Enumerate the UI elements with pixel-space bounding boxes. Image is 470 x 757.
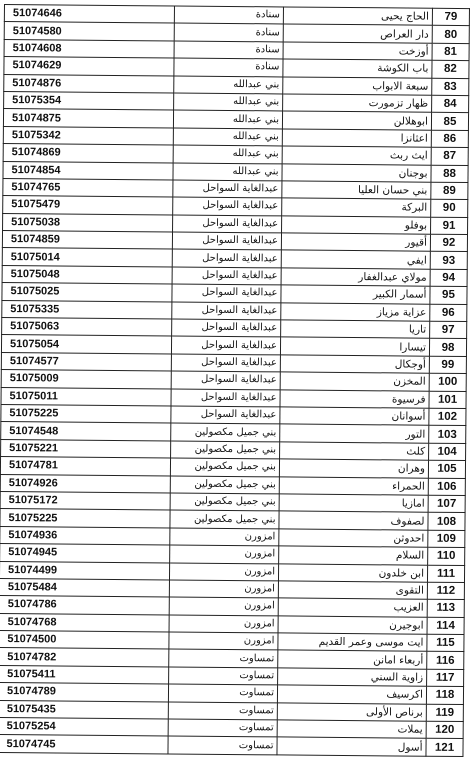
number-cell: 104 — [429, 443, 466, 461]
number-cell: 107 — [428, 495, 465, 513]
code-cell: 51075025 — [2, 283, 172, 302]
commune-cell: عبدالغاية السواحل — [171, 389, 280, 407]
schools-table — [0, 4, 470, 757]
code-cell: 51075063 — [2, 318, 172, 337]
code-cell: 51075342 — [3, 126, 173, 145]
name-cell: فرسيوة — [280, 390, 429, 409]
name-cell: العزيب — [278, 598, 427, 617]
number-cell: 120 — [426, 721, 463, 739]
number-cell: 113 — [427, 599, 464, 617]
code-cell: 51074745 — [0, 735, 168, 754]
code-cell: 51074875 — [3, 109, 173, 128]
document-page — [0, 4, 459, 757]
commune-cell: تمساوت — [168, 702, 277, 720]
number-cell: 115 — [427, 634, 464, 652]
code-cell: 51075011 — [1, 387, 171, 406]
name-cell: احدوثن — [279, 529, 428, 548]
name-cell: أسمار الكبير — [281, 285, 430, 304]
commune-cell: تمساوت — [169, 667, 278, 685]
number-cell: 88 — [431, 165, 468, 183]
number-cell: 89 — [431, 182, 468, 200]
number-cell: 111 — [427, 565, 464, 583]
commune-cell: عبدالغاية السواحل — [172, 319, 281, 337]
number-cell: 92 — [430, 234, 467, 252]
commune-cell: بني جميل مكصولين — [170, 510, 279, 528]
commune-cell: عبدالغاية السواحل — [172, 249, 281, 267]
commune-cell: بني جميل مكصولين — [170, 458, 279, 476]
name-cell: بني حسان العليا — [282, 181, 431, 200]
commune-cell: بني عبدالله — [173, 145, 282, 163]
name-cell: تاريا — [281, 320, 430, 339]
name-cell: ابن خلدون — [278, 563, 427, 582]
code-cell: 51074869 — [3, 144, 173, 163]
name-cell: امازيا — [279, 494, 428, 513]
code-cell: 51074859 — [2, 231, 172, 250]
commune-cell: سنادة — [174, 23, 283, 41]
number-cell: 86 — [431, 130, 468, 148]
name-cell: زاوية السني — [278, 668, 427, 687]
name-cell: المخزن — [280, 372, 429, 391]
number-cell: 90 — [431, 200, 468, 218]
number-cell: 121 — [426, 739, 463, 757]
number-cell: 99 — [429, 356, 466, 374]
number-cell: 97 — [430, 321, 467, 339]
name-cell: ايفي — [281, 250, 430, 269]
name-cell: أقيور — [281, 233, 430, 252]
code-cell: 51074500 — [0, 631, 169, 650]
name-cell: بوجنان — [282, 163, 431, 182]
code-cell: 51074781 — [0, 457, 170, 476]
code-cell: 51074782 — [0, 648, 169, 667]
number-cell: 96 — [430, 304, 467, 322]
name-cell: عزاية مزياز — [281, 303, 430, 322]
number-cell: 117 — [427, 669, 464, 687]
number-cell: 114 — [427, 617, 464, 635]
commune-cell: بني عبدالله — [174, 93, 283, 111]
code-cell: 51074926 — [0, 474, 170, 493]
code-cell: 51075225 — [0, 509, 170, 528]
name-cell: التقوى — [278, 581, 427, 600]
commune-cell: عبدالغاية السواحل — [172, 232, 281, 250]
commune-cell: عبدالغاية السواحل — [171, 406, 280, 424]
code-cell: 51075048 — [2, 265, 172, 284]
commune-cell: عبدالغاية السواحل — [173, 215, 282, 233]
code-cell: 51074854 — [3, 161, 173, 180]
commune-cell: بني جميل مكصولين — [171, 441, 280, 459]
code-cell: 51074629 — [4, 57, 174, 76]
number-cell: 103 — [429, 426, 466, 444]
commune-cell: عبدالغاية السواحل — [171, 354, 280, 372]
number-cell: 108 — [428, 513, 465, 531]
commune-cell: عبدالغاية السواحل — [173, 180, 282, 198]
number-cell: 98 — [429, 339, 466, 357]
name-cell: سبعة الابواب — [283, 76, 432, 95]
name-cell: الحاج يحيى — [283, 7, 432, 26]
code-cell: 51075221 — [1, 439, 171, 458]
code-cell: 51074789 — [0, 683, 169, 702]
commune-cell: امزورن — [169, 580, 278, 598]
code-cell: 51075014 — [2, 248, 172, 267]
commune-cell: سنادة — [174, 41, 283, 59]
code-cell: 51074577 — [1, 352, 171, 371]
number-cell: 94 — [430, 269, 467, 287]
name-cell: وهران — [279, 459, 428, 478]
number-cell: 109 — [428, 530, 465, 548]
name-cell: برناص الأولى — [277, 703, 426, 722]
commune-cell: بني جميل مكصولين — [170, 476, 279, 494]
number-cell: 116 — [427, 652, 464, 670]
table-row — [0, 735, 463, 756]
name-cell: أوزخت — [283, 42, 432, 61]
name-cell: السلام — [279, 546, 428, 565]
commune-cell: امزورن — [169, 632, 278, 650]
number-cell: 102 — [429, 408, 466, 426]
number-cell: 112 — [427, 582, 464, 600]
code-cell: 51075411 — [0, 665, 169, 684]
number-cell: 119 — [426, 704, 463, 722]
name-cell: ابوهلالن — [282, 111, 431, 130]
number-cell: 118 — [426, 686, 463, 704]
number-cell: 91 — [431, 217, 468, 235]
code-cell: 51074936 — [0, 526, 170, 545]
commune-cell: عبدالغاية السواحل — [172, 284, 281, 302]
code-cell: 51075172 — [0, 491, 170, 510]
name-cell: مولاي عبدالغفار — [281, 268, 430, 287]
number-cell: 106 — [428, 478, 465, 496]
code-cell: 51075038 — [3, 213, 173, 232]
code-cell: 51074580 — [4, 22, 174, 41]
code-cell: 51074768 — [0, 613, 169, 632]
number-cell: 82 — [432, 60, 469, 78]
name-cell: ايث ربث — [282, 146, 431, 165]
number-cell: 85 — [431, 113, 468, 131]
commune-cell: عبدالغاية السواحل — [172, 302, 281, 320]
commune-cell: عبدالغاية السواحل — [172, 267, 281, 285]
number-cell: 83 — [432, 78, 469, 96]
commune-cell: امزورن — [169, 615, 278, 633]
commune-cell: امزورن — [169, 562, 278, 580]
code-cell: 51075009 — [1, 370, 171, 389]
commune-cell: بني عبدالله — [174, 76, 283, 94]
commune-cell: بني جميل مكصولين — [170, 493, 279, 511]
code-cell: 51074548 — [1, 422, 171, 441]
number-cell: 100 — [429, 373, 466, 391]
code-cell: 51074646 — [4, 5, 174, 24]
name-cell: بوفلو — [282, 216, 431, 235]
name-cell: أسوانان — [280, 407, 429, 426]
code-cell: 51075354 — [4, 91, 174, 110]
commune-cell: عبدالغاية السواحل — [171, 371, 280, 389]
number-cell: 95 — [430, 286, 467, 304]
commune-cell: بني جميل مكصولين — [171, 423, 280, 441]
code-cell: 51074765 — [3, 178, 173, 197]
name-cell: الحمراء — [279, 476, 428, 495]
code-cell: 51074499 — [0, 561, 170, 580]
name-cell: يملات — [277, 720, 426, 739]
commune-cell: تمساوت — [168, 736, 277, 754]
table-body — [0, 5, 469, 757]
name-cell: ابوجيرن — [278, 616, 427, 635]
code-cell: 51075054 — [1, 335, 171, 354]
number-cell: 87 — [431, 147, 468, 165]
code-cell: 51074945 — [0, 544, 170, 563]
commune-cell: عبدالغاية السواحل — [171, 336, 280, 354]
name-cell: أربعاء امانن — [278, 650, 427, 669]
name-cell: باب الكوشة — [283, 59, 432, 78]
commune-cell: امزورن — [170, 528, 279, 546]
commune-cell: بني عبدالله — [173, 110, 282, 128]
number-cell: 101 — [429, 391, 466, 409]
number-cell: 110 — [428, 547, 465, 565]
code-cell: 51075225 — [1, 404, 171, 423]
name-cell: أوجكال — [280, 355, 429, 374]
commune-cell: تمساوت — [169, 649, 278, 667]
name-cell: اكرسيف — [277, 685, 426, 704]
number-cell: 84 — [432, 95, 469, 113]
code-cell: 51075479 — [3, 196, 173, 215]
number-cell: 79 — [432, 8, 469, 26]
code-cell: 51074876 — [4, 74, 174, 93]
commune-cell: بني عبدالله — [173, 162, 282, 180]
name-cell: ايت موسى وعمر القديم — [278, 633, 427, 652]
name-cell: لصفوف — [279, 511, 428, 530]
commune-cell: تمساوت — [168, 719, 277, 737]
number-cell: 81 — [432, 43, 469, 61]
name-cell: تيسارا — [280, 337, 429, 356]
commune-cell: بني عبدالله — [173, 128, 282, 146]
number-cell: 93 — [430, 252, 467, 270]
name-cell: أسول — [277, 737, 426, 756]
code-cell: 51074786 — [0, 596, 169, 615]
commune-cell: سنادة — [174, 58, 283, 76]
code-cell: 51075484 — [0, 578, 169, 597]
code-cell: 51075335 — [2, 300, 172, 319]
commune-cell: تمساوت — [168, 684, 277, 702]
commune-cell: عبدالغاية السواحل — [173, 197, 282, 215]
code-cell: 51075435 — [0, 700, 168, 719]
commune-cell: امزورن — [169, 597, 278, 615]
commune-cell: سنادة — [174, 6, 283, 24]
name-cell: التور — [280, 424, 429, 443]
name-cell: دار العراص — [283, 24, 432, 43]
name-cell: كلث — [280, 442, 429, 461]
code-cell: 51074608 — [4, 39, 174, 58]
number-cell: 105 — [428, 460, 465, 478]
commune-cell: امزورن — [170, 545, 279, 563]
number-cell: 80 — [432, 26, 469, 44]
code-cell: 51075254 — [0, 717, 168, 736]
name-cell: اعثانزا — [282, 129, 431, 148]
name-cell: البركة — [282, 198, 431, 217]
name-cell: ظهار تزمورت — [283, 94, 432, 113]
